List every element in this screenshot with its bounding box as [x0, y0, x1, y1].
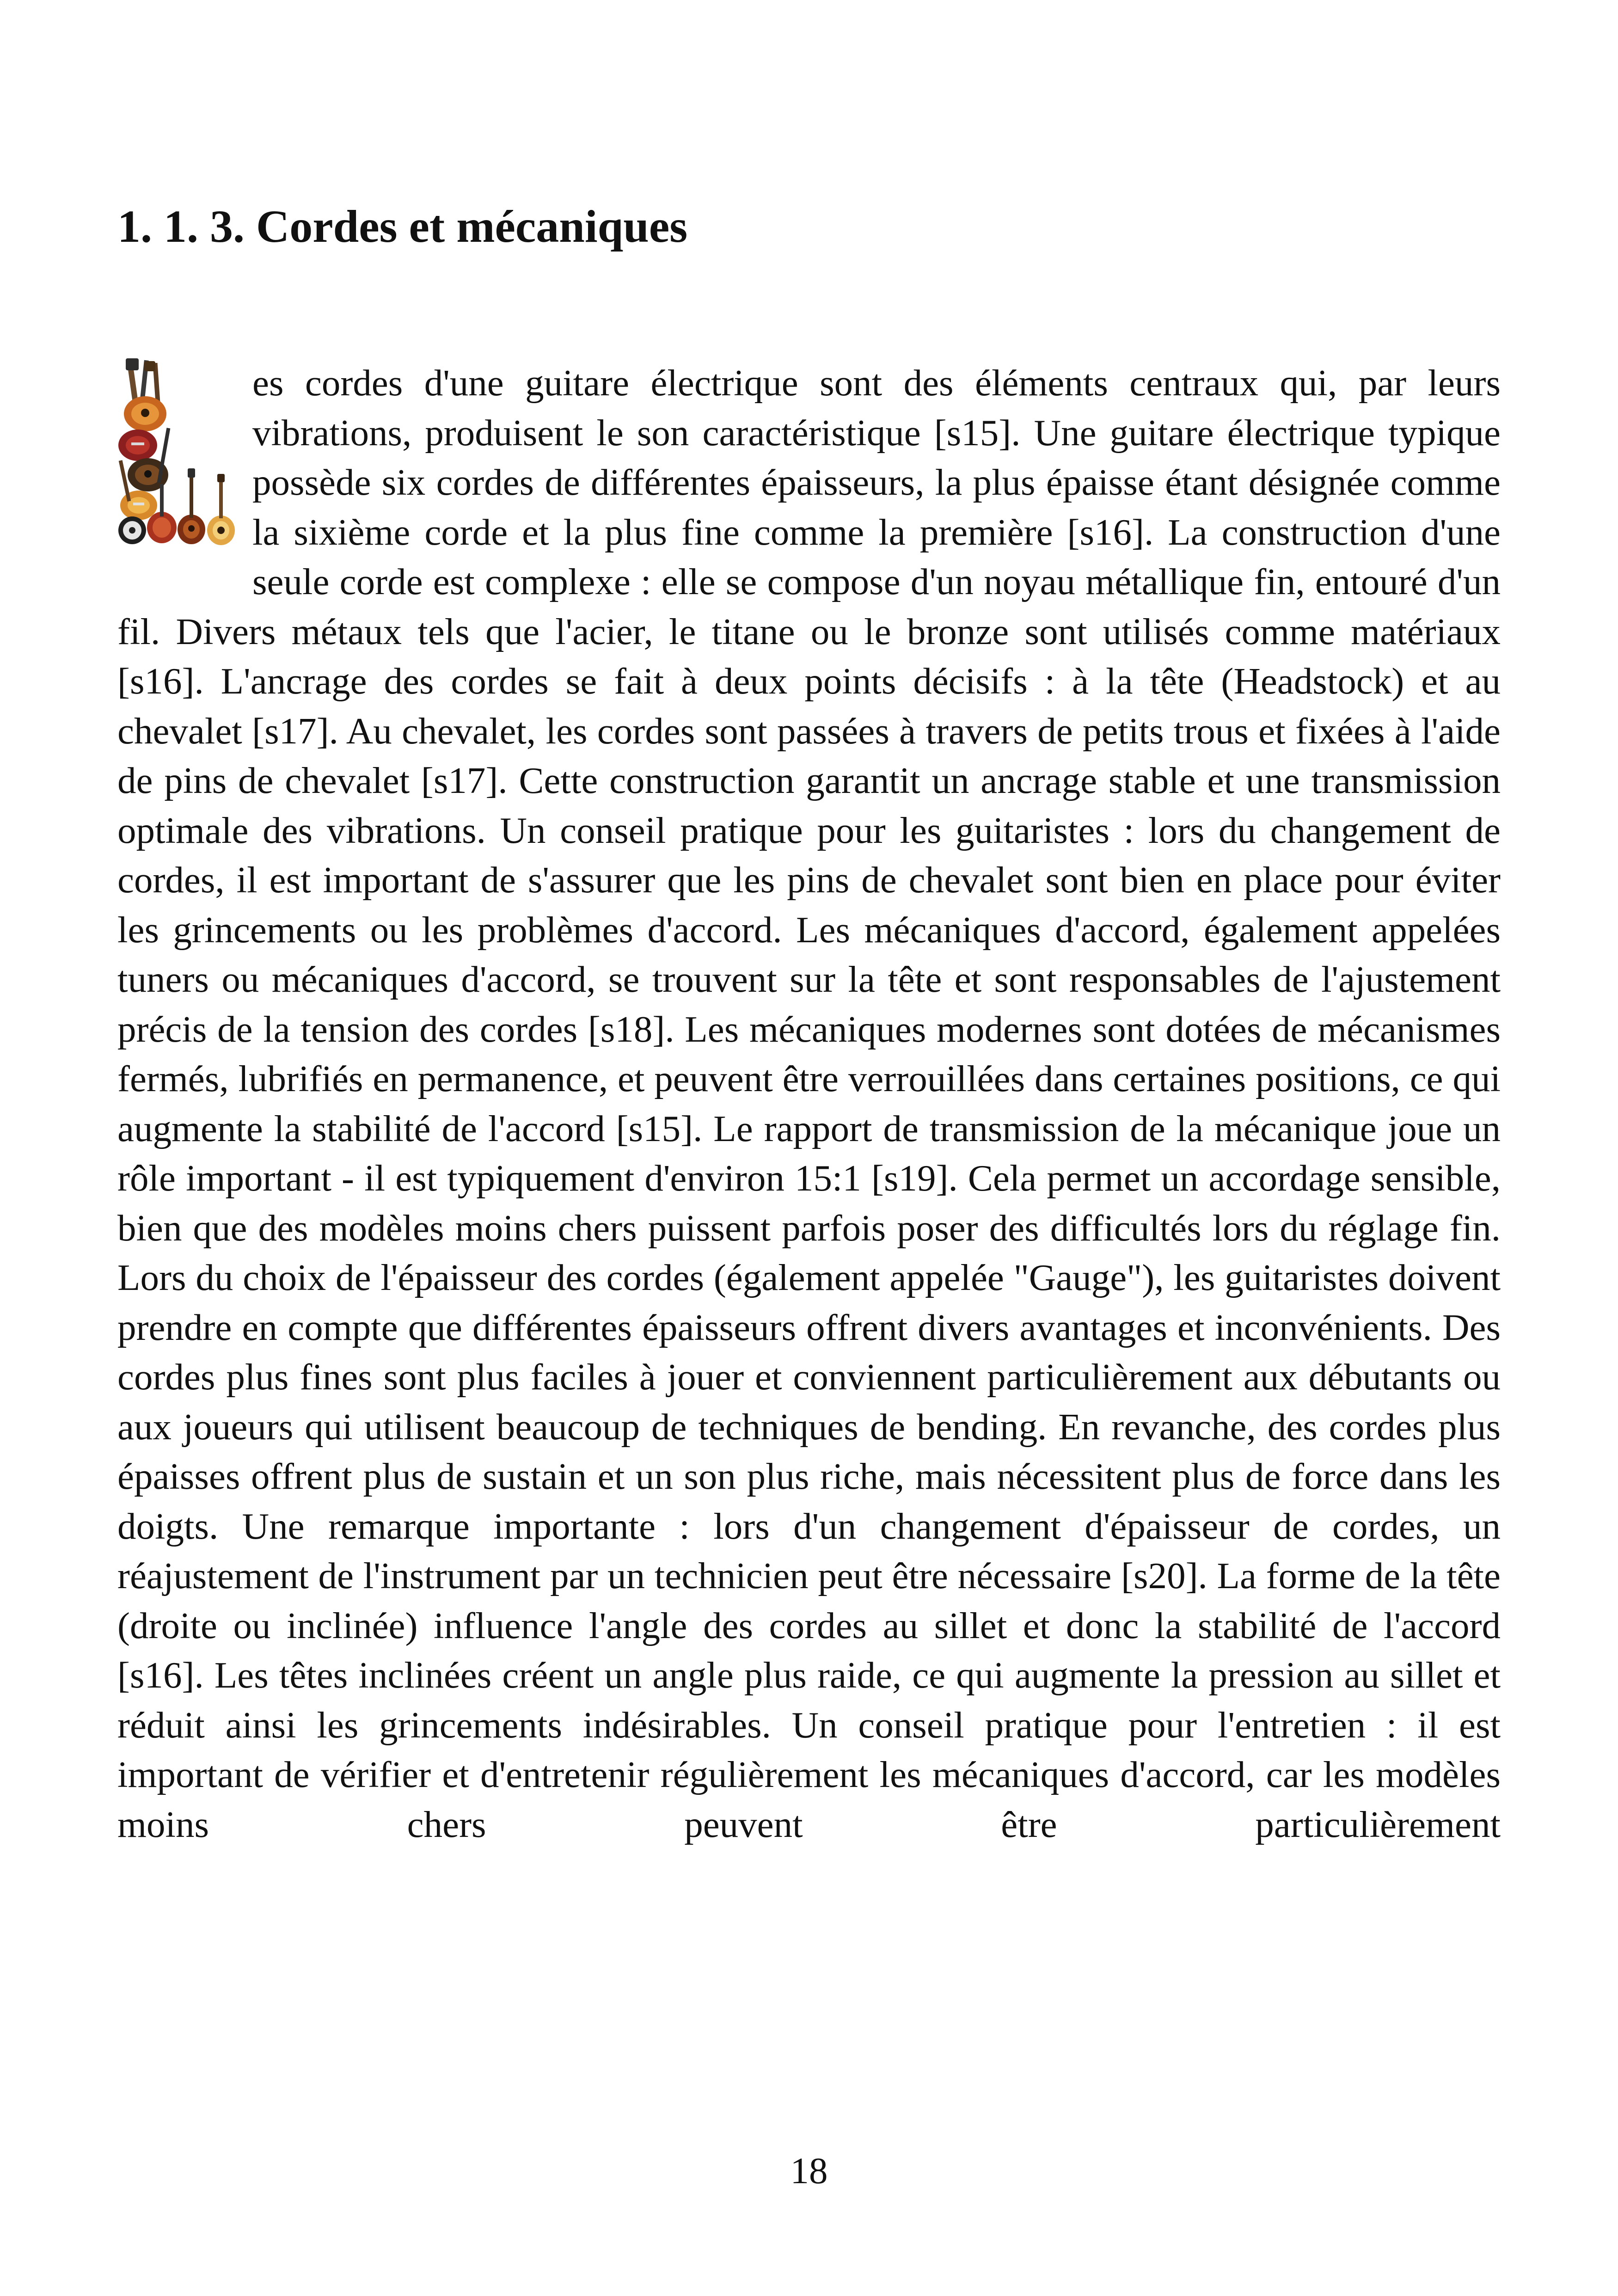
guitar-stack-icon	[117, 358, 241, 562]
body-paragraph	[117, 358, 1501, 1849]
body-text: es cordes d'une guitare électrique sont des éléments centraux qui, par leurs vibrations, produisent le son caractéristique [s15]. Une guitare électrique typique possède six cordes de différentes épaisseurs, la plus épaisse étant désignée comme la sixième corde et la plus fine comme la première [s16]. La construction d'une seule corde est complexe : elle se compose d'un noyau métallique fin, entouré d'un fil. Divers métaux tels que l'acier, le titane ou le bronze sont utilisés comme matériaux [s16]. L'ancrage des cordes se fait à deux points décisifs : à la tête (Headstock) et au chevalet [s17]. Au chevalet, les cordes sont passées à travers de petits trous et fixées à l'aide de pins de chevalet [s17]. Cette construction garantit un ancrage stable et une transmission optimale des vibrations. Un conseil pratique pour les guitaristes : lors du changement de cordes, il est important de s'assurer que les pins de chevalet sont bien en place pour éviter les grincements ou les problèmes d'accord. Les mécaniques d'accord, également appelées tuners ou mécaniques d'accord, se trouvent sur la tête et sont responsables de l'ajustement précis de la tension des cordes [s18]. Les mécaniques modernes sont dotées de mécanismes fermés, lubrifiés en permanence, et peuvent être verrouillées dans certaines positions, ce qui augmente la stabilité de l'accord [s15]. Le rapport de transmission de la mécanique joue un rôle important - il est typiquement d'environ 15:1 [s19]. Cela permet un accordage sensible, bien que des modèles moins chers puissent parfois poser des difficultés lors du réglage fin. Lors du choix de l'épaisseur des cordes (également appelée "Gauge"), les guitaristes doivent prendre en compte que différentes épaisseurs offrent divers avantages et inconvénients. Des cordes plus fines sont plus faciles à jouer et conviennent particulièrement aux débutants ou aux joueurs qui utilisent beaucoup de techniques de bending. En revanche, des cordes plus épaisses offrent plus de sustain et un son plus riche, mais nécessitent plus de force dans les doigts. Une remarque importante : lors d'un changement d'épaisseur de cordes, un réajustement de l'instrument par un technicien peut être nécessaire [s20]. La forme de la tête (droite ou inclinée) influence l'angle des cordes au sillet et donc la stabilité de l'accord [s16]. Les têtes inclinées créent un angle plus raide, ce qui augmente la pression au sillet et réduit ainsi les grincements indésirables. Un conseil pratique pour l'entretien : il est important de vérifier et d'entretenir régulièrement les mécaniques d'accord, car les modèles moins chers peuvent être particulièrement	[117, 362, 1501, 1845]
page-number: 18	[790, 2150, 828, 2192]
section-heading: 1. 1. 3. Cordes et mécaniques	[117, 201, 688, 252]
